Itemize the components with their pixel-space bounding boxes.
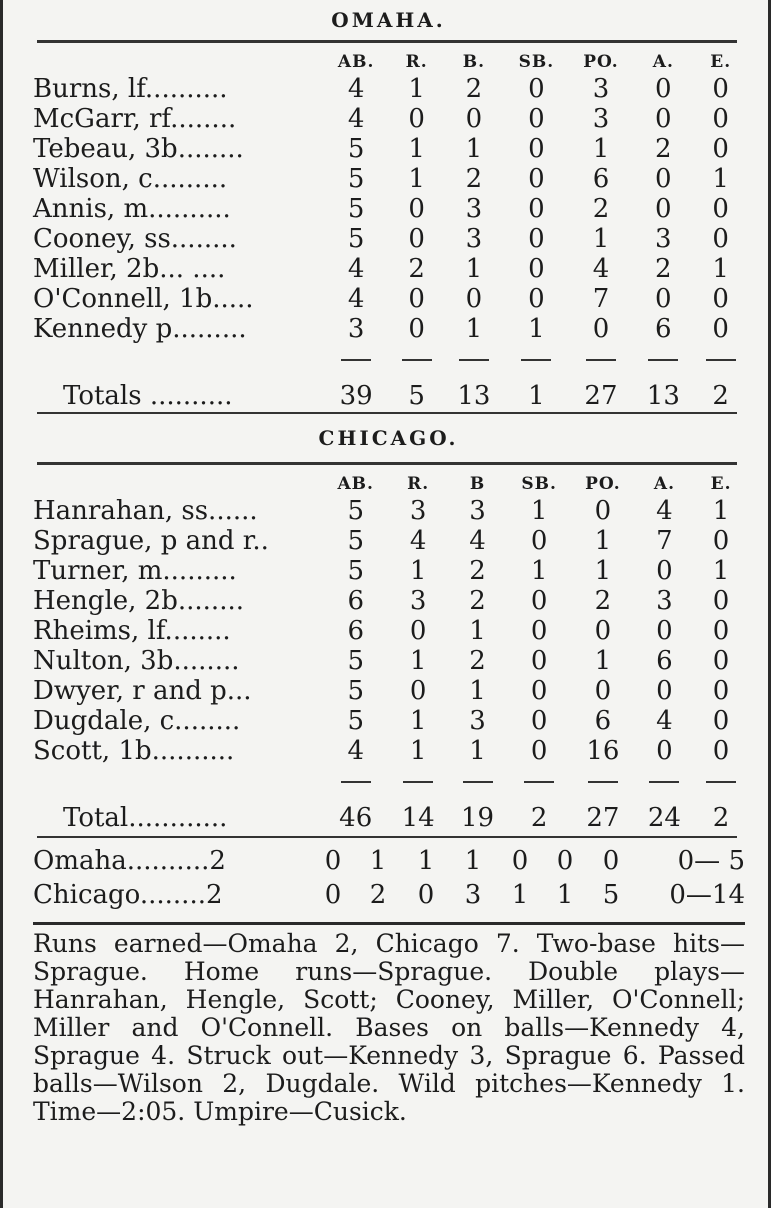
line-score-team: Chicago........2 — [33, 880, 223, 910]
stat-r: 0 — [408, 194, 425, 224]
chicago-bottom-rule — [37, 836, 737, 838]
chicago-title-rule — [37, 462, 737, 465]
stat-b: 2 — [469, 646, 486, 676]
stat-po: 0 — [594, 496, 612, 526]
stat-r: 1 — [409, 646, 427, 676]
stat-po: 16 — [586, 736, 620, 766]
stat-sb: 0 — [528, 74, 545, 104]
stat-e: 0 — [712, 104, 729, 134]
stat-b: 3 — [465, 224, 483, 254]
chicago-col-sb: SB. — [521, 474, 557, 494]
inning-score: 0 — [511, 846, 529, 876]
stat-po: 1 — [592, 134, 610, 164]
player-name: Kennedy p......... — [33, 314, 247, 344]
omaha-totals-label: Totals .......... — [63, 381, 233, 411]
player-name: Dugdale, c........ — [33, 706, 241, 736]
omaha-box-table — [33, 50, 748, 418]
stat-sb: 0 — [528, 164, 545, 194]
player-name: Rheims, lf........ — [33, 616, 231, 646]
stat-po: 0 — [594, 676, 612, 706]
player-name: Hanrahan, ss...... — [33, 496, 258, 526]
inning-score: 0 — [602, 846, 620, 876]
stat-a: 0 — [656, 616, 673, 646]
stat-po: 1 — [594, 646, 612, 676]
game-summary — [33, 930, 745, 1126]
stat-a: 6 — [656, 646, 673, 676]
stat-b: 3 — [469, 496, 486, 526]
stat-e: 0 — [712, 194, 729, 224]
stat-sb: 0 — [530, 526, 548, 556]
omaha-col-b: B. — [462, 52, 486, 72]
player-row — [33, 496, 748, 526]
player-row — [33, 284, 748, 314]
line-score-team: Omaha..........2 — [33, 846, 226, 876]
chicago-col-po: PO. — [585, 474, 621, 494]
stat-r: 0 — [408, 104, 425, 134]
stat-e: 0 — [712, 284, 729, 314]
stat-ab: 5 — [347, 676, 364, 706]
stat-po: 1 — [594, 556, 612, 586]
inning-score: 0 — [417, 880, 435, 910]
stat-ab: 4 — [347, 736, 364, 766]
player-name: Scott, 1b.......... — [33, 736, 235, 766]
player-row — [33, 74, 748, 104]
chicago-col-a: A. — [653, 474, 675, 494]
omaha-col-r: R. — [405, 52, 428, 72]
stat-r: 0 — [408, 314, 425, 344]
stat-b: 2 — [469, 586, 486, 616]
stat-r: 1 — [408, 164, 425, 194]
stat-e: 1 — [712, 496, 730, 526]
omaha-total-r: 5 — [408, 381, 425, 411]
chicago-total-po: 27 — [586, 803, 620, 833]
stat-ab: 5 — [347, 646, 364, 676]
inning-score: 1 — [464, 846, 482, 876]
chicago-total-b: 19 — [460, 803, 495, 833]
stat-a: 6 — [655, 314, 672, 344]
inning-score: 1 — [556, 880, 574, 910]
player-name: Dwyer, r and p... — [33, 676, 252, 706]
stat-r: 1 — [408, 74, 425, 104]
stat-e: 0 — [712, 526, 730, 556]
omaha-col-po: PO. — [583, 52, 619, 72]
player-row — [33, 736, 748, 766]
stat-r: 0 — [409, 616, 427, 646]
stat-ab: 5 — [347, 224, 365, 254]
player-row — [33, 164, 748, 194]
player-row — [33, 706, 748, 736]
line-score-final: 0— 5 — [677, 846, 745, 876]
stat-a: 0 — [655, 194, 672, 224]
chicago-totals-row — [33, 796, 748, 840]
stat-b: 2 — [469, 556, 486, 586]
stat-ab: 5 — [347, 706, 364, 736]
player-row — [33, 254, 748, 284]
omaha-col-sb: SB. — [518, 52, 555, 72]
stat-sb: 0 — [528, 224, 545, 254]
stat-ab: 3 — [347, 314, 365, 344]
omaha-total-a: 13 — [646, 381, 680, 411]
stat-b: 1 — [469, 616, 486, 646]
stat-a: 3 — [656, 586, 673, 616]
chicago-col-ab: AB. — [337, 474, 374, 494]
chicago-total-a: 24 — [647, 803, 681, 833]
player-row — [33, 194, 748, 224]
chicago-total-ab: 46 — [339, 803, 373, 833]
stat-b: 1 — [465, 254, 483, 284]
omaha-total-sb: 1 — [528, 381, 545, 411]
stat-po: 0 — [594, 616, 612, 646]
stat-ab: 4 — [347, 74, 365, 104]
stat-po: 2 — [592, 194, 610, 224]
stat-a: 0 — [655, 104, 672, 134]
omaha-col-ab: AB. — [337, 52, 375, 72]
stat-a: 0 — [656, 676, 673, 706]
stat-e: 0 — [712, 586, 730, 616]
player-row — [33, 314, 748, 344]
inning-score: 3 — [464, 880, 482, 910]
stat-sb: 0 — [528, 134, 545, 164]
stat-a: 2 — [655, 254, 672, 284]
stat-a: 0 — [656, 556, 673, 586]
stat-r: 1 — [409, 736, 427, 766]
stat-r: 1 — [408, 134, 425, 164]
stat-po: 3 — [592, 104, 610, 134]
stat-r: 2 — [408, 254, 425, 284]
stat-ab: 6 — [347, 586, 364, 616]
stat-e: 1 — [712, 556, 730, 586]
omaha-title-rule — [37, 40, 737, 43]
stat-sb: 1 — [530, 556, 548, 586]
stat-sb: 0 — [530, 586, 548, 616]
stat-e: 0 — [712, 224, 729, 254]
chicago-col-r: R. — [407, 474, 430, 494]
player-row — [33, 526, 748, 556]
stat-ab: 6 — [347, 616, 364, 646]
stat-e: 0 — [712, 706, 730, 736]
stat-po: 6 — [592, 164, 610, 194]
omaha-title: OMAHA. — [331, 8, 446, 32]
omaha-header-row — [33, 50, 748, 74]
stat-po: 1 — [592, 224, 610, 254]
stat-ab: 5 — [347, 164, 365, 194]
stat-sb: 1 — [530, 496, 548, 526]
player-name: McGarr, rf........ — [33, 104, 237, 134]
inning-score: 1 — [369, 846, 387, 876]
stat-e: 0 — [712, 676, 730, 706]
inning-score: 5 — [602, 880, 620, 910]
stat-b: 3 — [465, 194, 483, 224]
player-name: Sprague, p and r.. — [33, 526, 269, 556]
omaha-total-e: 2 — [712, 381, 729, 411]
stat-a: 4 — [656, 706, 673, 736]
stat-ab: 4 — [347, 254, 365, 284]
stat-a: 0 — [656, 736, 673, 766]
player-name: Annis, m.......... — [33, 194, 231, 224]
stat-b: 0 — [465, 284, 483, 314]
stat-po: 7 — [592, 284, 610, 314]
stat-sb: 1 — [528, 314, 545, 344]
stat-po: 4 — [592, 254, 610, 284]
stat-b: 0 — [465, 104, 483, 134]
stat-b: 2 — [465, 164, 483, 194]
chicago-title: CHICAGO. — [318, 426, 459, 450]
inning-score: 1 — [511, 880, 529, 910]
stat-po: 1 — [594, 526, 612, 556]
stat-b: 4 — [469, 526, 486, 556]
player-name: O'Connell, 1b..... — [33, 284, 254, 314]
chicago-totals-label: Total............ — [63, 803, 228, 833]
chicago-box-table — [33, 472, 748, 840]
player-name: Miller, 2b... .... — [33, 254, 226, 284]
omaha-bottom-rule — [37, 412, 737, 414]
player-row — [33, 586, 748, 616]
stat-sb: 0 — [528, 254, 545, 284]
omaha-total-b: 13 — [457, 381, 491, 411]
stat-a: 0 — [655, 164, 672, 194]
omaha-col-e: E. — [710, 52, 732, 72]
summary-rule — [33, 922, 745, 925]
stat-r: 1 — [409, 706, 427, 736]
stat-b: 2 — [465, 74, 483, 104]
stat-ab: 4 — [347, 284, 365, 314]
stat-r: 3 — [409, 586, 427, 616]
stat-sb: 0 — [528, 284, 545, 314]
player-name: Nulton, 3b........ — [33, 646, 240, 676]
stat-r: 0 — [408, 224, 425, 254]
chicago-total-sb: 2 — [530, 803, 548, 833]
stat-po: 0 — [592, 314, 610, 344]
inning-score: 0 — [556, 846, 574, 876]
stat-e: 0 — [712, 134, 729, 164]
player-row — [33, 224, 748, 254]
player-row — [33, 616, 748, 646]
stat-a: 4 — [656, 496, 673, 526]
line-score — [33, 846, 745, 914]
chicago-col-e: E. — [710, 474, 732, 494]
stat-r: 0 — [408, 284, 425, 314]
stat-sb: 0 — [530, 706, 548, 736]
player-name: Turner, m......... — [33, 556, 237, 586]
stat-e: 1 — [712, 254, 729, 284]
stat-r: 3 — [409, 496, 427, 526]
stat-b: 1 — [469, 676, 486, 706]
player-row — [33, 104, 748, 134]
line-score-row — [33, 846, 745, 880]
player-row — [33, 556, 748, 586]
player-name: Burns, lf.......... — [33, 74, 228, 104]
inning-score: 0 — [324, 846, 342, 876]
stat-e: 0 — [712, 736, 730, 766]
stat-a: 7 — [656, 526, 673, 556]
stat-a: 2 — [655, 134, 672, 164]
stat-sb: 0 — [528, 104, 545, 134]
omaha-col-a: A. — [652, 52, 674, 72]
stat-b: 3 — [469, 706, 486, 736]
chicago-header-row — [33, 472, 748, 496]
stat-e: 0 — [712, 314, 729, 344]
stat-a: 0 — [655, 74, 672, 104]
stat-po: 2 — [594, 586, 612, 616]
game-summary-text: Runs earned—Omaha 2, Chicago 7. Two-base hits—Sprague. Home runs—Sprague. Double plays—Hanrahan, Hengle, Scott; Cooney, Miller, O'Connell; Miller and O'Connell. Bases on balls—Kennedy 4, Sprague 4. Struck out—Kennedy 3, Sprague 6. Passed balls—Wilson 2, Dugdale. Wild pitches—Kennedy 1. Time—2:05. Umpire—Cusick. — [33, 929, 745, 1126]
inning-score: 0 — [324, 880, 342, 910]
stat-sb: 0 — [528, 194, 545, 224]
stat-ab: 4 — [347, 104, 365, 134]
stat-ab: 5 — [347, 556, 364, 586]
stat-po: 6 — [594, 706, 612, 736]
player-row — [33, 134, 748, 164]
chicago-dash-row — [33, 766, 748, 796]
stat-e: 1 — [712, 164, 729, 194]
stat-sb: 0 — [530, 616, 548, 646]
line-score-final: 0—14 — [669, 880, 745, 910]
stat-sb: 0 — [530, 676, 548, 706]
stat-e: 0 — [712, 74, 729, 104]
stat-sb: 0 — [530, 646, 548, 676]
chicago-total-e: 2 — [712, 803, 730, 833]
player-name: Wilson, c......... — [33, 164, 228, 194]
stat-e: 0 — [712, 646, 730, 676]
chicago-total-r: 14 — [401, 803, 435, 833]
omaha-dash-row — [33, 344, 748, 374]
stat-ab: 5 — [347, 134, 365, 164]
omaha-total-po: 27 — [584, 381, 618, 411]
stat-ab: 5 — [347, 526, 364, 556]
player-name: Cooney, ss........ — [33, 224, 237, 254]
stat-ab: 5 — [347, 496, 364, 526]
player-row — [33, 676, 748, 706]
player-name: Tebeau, 3b........ — [33, 134, 244, 164]
inning-score: 1 — [417, 846, 435, 876]
stat-r: 0 — [409, 676, 427, 706]
stat-a: 0 — [655, 284, 672, 314]
player-name: Hengle, 2b........ — [33, 586, 244, 616]
stat-po: 3 — [592, 74, 610, 104]
stat-b: 1 — [465, 134, 483, 164]
stat-r: 4 — [409, 526, 427, 556]
stat-ab: 5 — [347, 194, 365, 224]
stat-b: 1 — [469, 736, 486, 766]
stat-b: 1 — [465, 314, 483, 344]
inning-score: 2 — [369, 880, 387, 910]
omaha-total-ab: 39 — [339, 381, 373, 411]
player-row — [33, 646, 748, 676]
stat-e: 0 — [712, 616, 730, 646]
stat-r: 1 — [409, 556, 427, 586]
line-score-row — [33, 880, 745, 914]
stat-a: 3 — [655, 224, 672, 254]
stat-sb: 0 — [530, 736, 548, 766]
chicago-col-b: B — [469, 474, 486, 494]
